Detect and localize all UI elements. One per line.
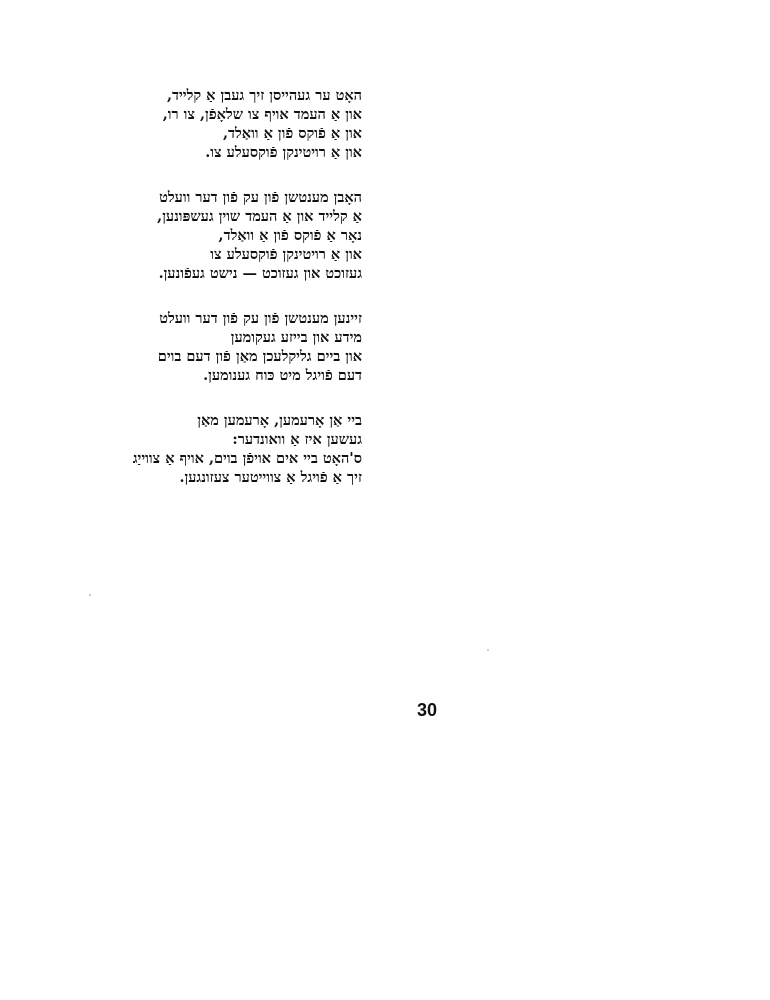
poem-line: און אַ רויטינקן פֿוקסעלע צו — [210, 246, 362, 263]
stanza-4 — [102, 411, 362, 487]
poem-line: און אַ העמד אויף צו שלאָפֿן, צו רו, — [162, 106, 362, 123]
poem-line: געשען איז אַ וואונדער: — [232, 431, 362, 448]
poem-line: זיך אַ פֿויגל אַ צווייטער צעזונגען. — [179, 469, 362, 486]
poem-line: און אַ פֿוקס פֿון אַ וואַלד, — [222, 125, 362, 142]
poem-line: דעם פֿויגל מיט כּוח גענומען. — [203, 367, 362, 384]
poem-line: האָט ער געהייסן זיך געבן אַ קלייד, — [166, 87, 362, 104]
poem-line: נאָר אַ פֿוקס פֿון אַ וואַלד, — [218, 227, 362, 244]
poem-line: ס'האָט ביי אים אויפֿן בוים, אויף אַ צווייַג — [132, 450, 362, 467]
poem-text — [102, 86, 362, 487]
poem-line: האָבן מענטשן פֿון עק פֿון דער וועלט — [159, 189, 362, 206]
page-number: 30 — [417, 700, 438, 720]
poem-line: געזוכט און געזוכט — נישט געפֿונען. — [158, 265, 362, 282]
scan-speck — [89, 594, 91, 596]
poem-line: אַ קלייד און אַ העמד שוין געשפּונען, — [157, 208, 362, 225]
stanza-3 — [102, 309, 362, 385]
poem-line: זיינען מענטשן פֿון עק פֿון דער וועלט — [159, 310, 362, 327]
poem-line: ביי אַן אָרעמען, אָרעמען מאַן — [197, 412, 362, 429]
stanza-2 — [102, 188, 362, 283]
scan-speck — [487, 649, 489, 651]
poem-line: מידע און בייזע געקומען — [230, 329, 362, 346]
poem-line: און ביים גליקלעכן מאַן פֿון דעם בוים — [157, 348, 362, 365]
stanza-1 — [102, 86, 362, 162]
poem-line: און אַ רויטינקן פֿוקסעלע צו. — [205, 144, 362, 161]
